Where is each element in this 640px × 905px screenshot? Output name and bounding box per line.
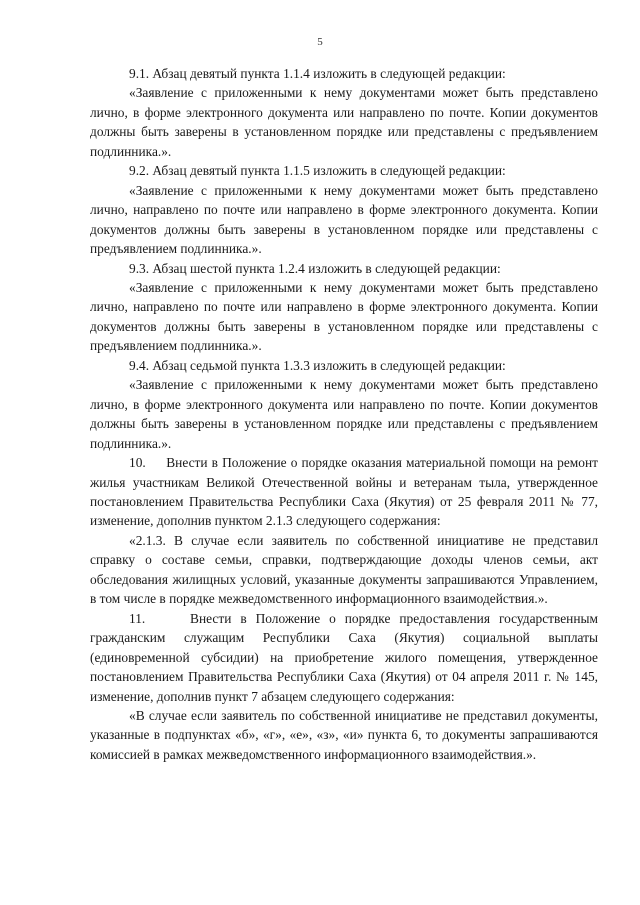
paragraph-9-3-text: «Заявление с приложенными к нему документами может быть представлено лично, направлено по почте или направлено в форме электронного документа. Копии документов должны быть заверены в установленном порядке или представлены с предъявлением подлинника.». (90, 279, 598, 354)
paragraph-9-3-heading: 9.3. Абзац шестой пункта 1.2.4 изложить в следующей редакции: (129, 260, 501, 276)
paragraph-10-text: «2.1.3. В случае если заявитель по собственной инициативе не представил справку о составе семьи, справки, подтверждающие доходы членов семьи, акт обследования жилищных условий, указанные документы запрашиваются Управлением, в том числе в порядке межведомственного информационного взаимодействия.». (90, 532, 598, 607)
paragraph-11-text: «В случае если заявитель по собственной инициативе не представил документы, указанные в подпунктах «б», «г», «е», «з», «и» пункта 6, то документы запрашиваются комиссией в рамках межведомственного информационного взаимодействия.». (90, 707, 598, 762)
paragraph-9-2-heading: 9.2. Абзац девятый пункта 1.1.5 изложить в следующей редакции: (129, 163, 506, 179)
paragraph-9-1-heading: 9.1. Абзац девятый пункта 1.1.4 изложить в следующей редакции: (129, 66, 506, 81)
paragraph-11: 11. Внести в Положение о порядке предоставления государственным гражданским служащим Республики Саха (Якутия) социальной выплаты (единовременной субсидии) на приобретение жилого помещения, утвержденное постановлением Правительства Республики Саха (Якутия) от 04 апреля 2011 г. № 145, изменение, дополнив пункт 7 абзацем следующего содержания: (90, 610, 598, 704)
paragraph-9-1-text: «Заявление с приложенными к нему документами может быть представлено лично, в форме электронного документа или направлено по почте. Копии документов должны быть заверены в установленном порядке или представлены с предъявлением подлинника.». (90, 85, 598, 159)
paragraph-10: 10. Внести в Положение о порядке оказания материальной помощи на ремонт жилья участникам Великой Отечественной войны и ветеранам тыла, утвержденное постановлением Правительства Республики Саха (Якутия) от 25 февраля 2011 № 77, изменение, дополнив пунктом 2.1.3 следующего содержания: (90, 455, 598, 529)
page-number: 5 (317, 36, 323, 48)
paragraph-9-4-text: «Заявление с приложенными к нему документами может быть представлено лично, в форме электронного документа или направлено по почте. Копии документов должны быть заверены в установленном порядке или представлены с предъявлением подлинника.». (90, 377, 598, 451)
paragraph-9-2-text: «Заявление с приложенными к нему документами может быть представлено лично, направлено по почте или направлено в форме электронного документа. Копии документов должны быть заверены в установленном порядке или представлены с предъявлением подлинника.». (90, 182, 598, 257)
document-body (90, 64, 598, 764)
paragraph-9-4-heading: 9.4. Абзац седьмой пункта 1.3.3 изложить в следующей редакции: (129, 357, 506, 373)
